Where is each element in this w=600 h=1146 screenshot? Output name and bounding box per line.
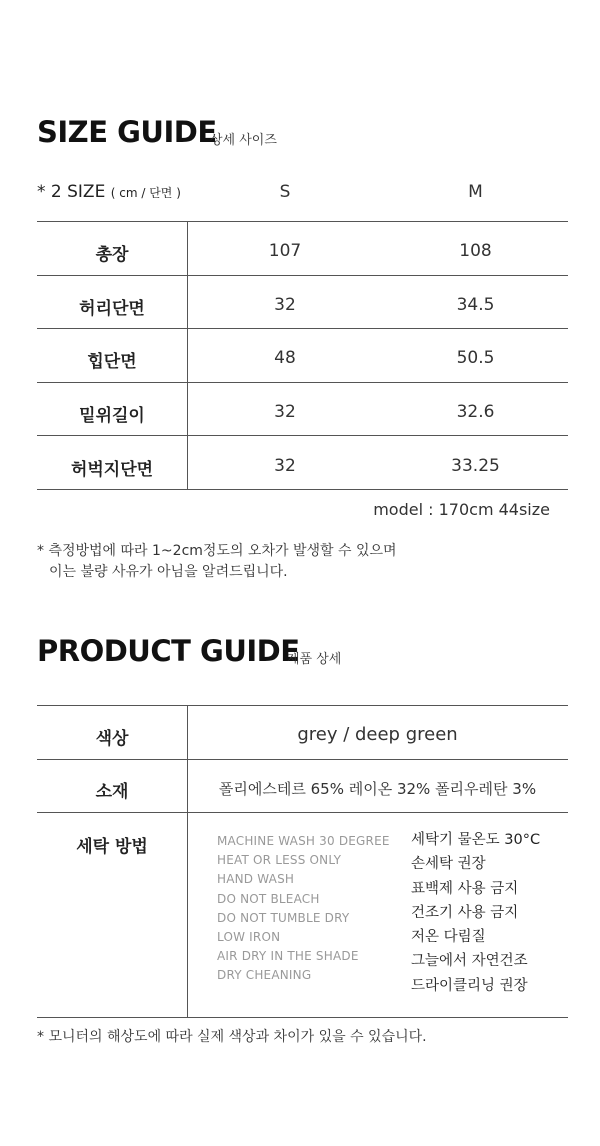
care-ko-item: 그늘에서 자연건조 (411, 953, 528, 970)
size-s-value: 32 (274, 402, 296, 422)
size-guide-title: SIZE GUIDE (37, 115, 217, 149)
size-table-header-label (37, 182, 181, 202)
table-divider (37, 812, 568, 813)
table-divider (37, 382, 568, 383)
size-s-value: 107 (268, 241, 302, 261)
row-label: 허리단면 (79, 299, 145, 319)
material-value: 폴리에스테르 65% 레이온 32% 폴리우레탄 3% (218, 780, 537, 798)
care-en-item: HAND WASH (217, 872, 295, 887)
care-ko-item: 드라이클리닝 권장 (411, 977, 528, 994)
product-guide-title: PRODUCT GUIDE (37, 634, 300, 668)
row-label: 힙단면 (87, 352, 137, 372)
size-count-label: * 2 SIZE (37, 182, 106, 202)
measurement-note-line: 이는 불량 사유가 아님을 알려드립니다. (49, 564, 288, 580)
table-divider (37, 328, 568, 329)
row-label: 총장 (95, 245, 129, 265)
size-unit-label: ( cm / 단면 ) (110, 186, 181, 200)
care-ko-item: 건조기 사용 금지 (411, 904, 519, 921)
measurement-note-line: * 측정방법에 따라 1~2cm정도의 오차가 발생할 수 있으며 (37, 543, 397, 559)
care-ko-item: 저온 다림질 (411, 929, 486, 946)
table-divider (37, 435, 568, 436)
size-m-value: 32.6 (456, 402, 495, 422)
care-en-item: HEAT OR LESS ONLY (217, 853, 342, 868)
table-divider (37, 275, 568, 276)
size-s-value: 32 (274, 295, 296, 315)
material-label: 소재 (95, 782, 129, 802)
table-divider (37, 759, 568, 760)
care-ko-item: 세탁기 물온도 30°C (411, 832, 541, 848)
care-ko-item: 손세탁 권장 (411, 856, 486, 873)
row-label: 밑위길이 (79, 406, 145, 426)
size-m-value: 50.5 (456, 348, 495, 368)
product-guide-subtitle: 제품 상세 (287, 652, 342, 667)
care-label: 세탁 방법 (76, 837, 148, 857)
table-divider (37, 1017, 568, 1018)
care-en-item: MACHINE WASH 30 DEGREE (217, 834, 390, 848)
color-value: grey / deep green (297, 724, 458, 745)
care-en-item: DO NOT BLEACH (217, 891, 320, 906)
column-header-s: S (279, 182, 291, 202)
row-label: 허벅지단면 (70, 460, 154, 480)
care-en-item: DRY CHEANING (217, 968, 312, 983)
size-m-value: 33.25 (451, 456, 500, 476)
color-label: 색상 (95, 729, 129, 749)
care-en-item: DO NOT TUMBLE DRY (217, 910, 350, 925)
care-instructions-english (217, 832, 390, 986)
column-header-m: M (468, 182, 483, 202)
model-info: model : 170cm 44size (373, 500, 550, 519)
care-ko-item: 표백제 사용 금지 (411, 880, 519, 897)
size-guide-subtitle: 상세 사이즈 (210, 133, 277, 148)
care-en-item: LOW IRON (217, 930, 281, 945)
table-divider (37, 489, 568, 490)
care-en-item: AIR DRY IN THE SHADE (217, 949, 359, 964)
size-s-value: 32 (274, 456, 296, 476)
size-s-value: 48 (274, 348, 296, 368)
color-disclaimer-note: * 모니터의 해상도에 따라 실제 색상과 차이가 있을 수 있습니다. (37, 1029, 427, 1045)
table-divider (37, 705, 568, 706)
measurement-note (37, 541, 397, 583)
size-m-value: 34.5 (456, 295, 495, 315)
size-m-value: 108 (459, 241, 492, 261)
table-divider (37, 221, 568, 222)
care-instructions-korean (411, 828, 540, 998)
table-column-divider (187, 705, 188, 1017)
